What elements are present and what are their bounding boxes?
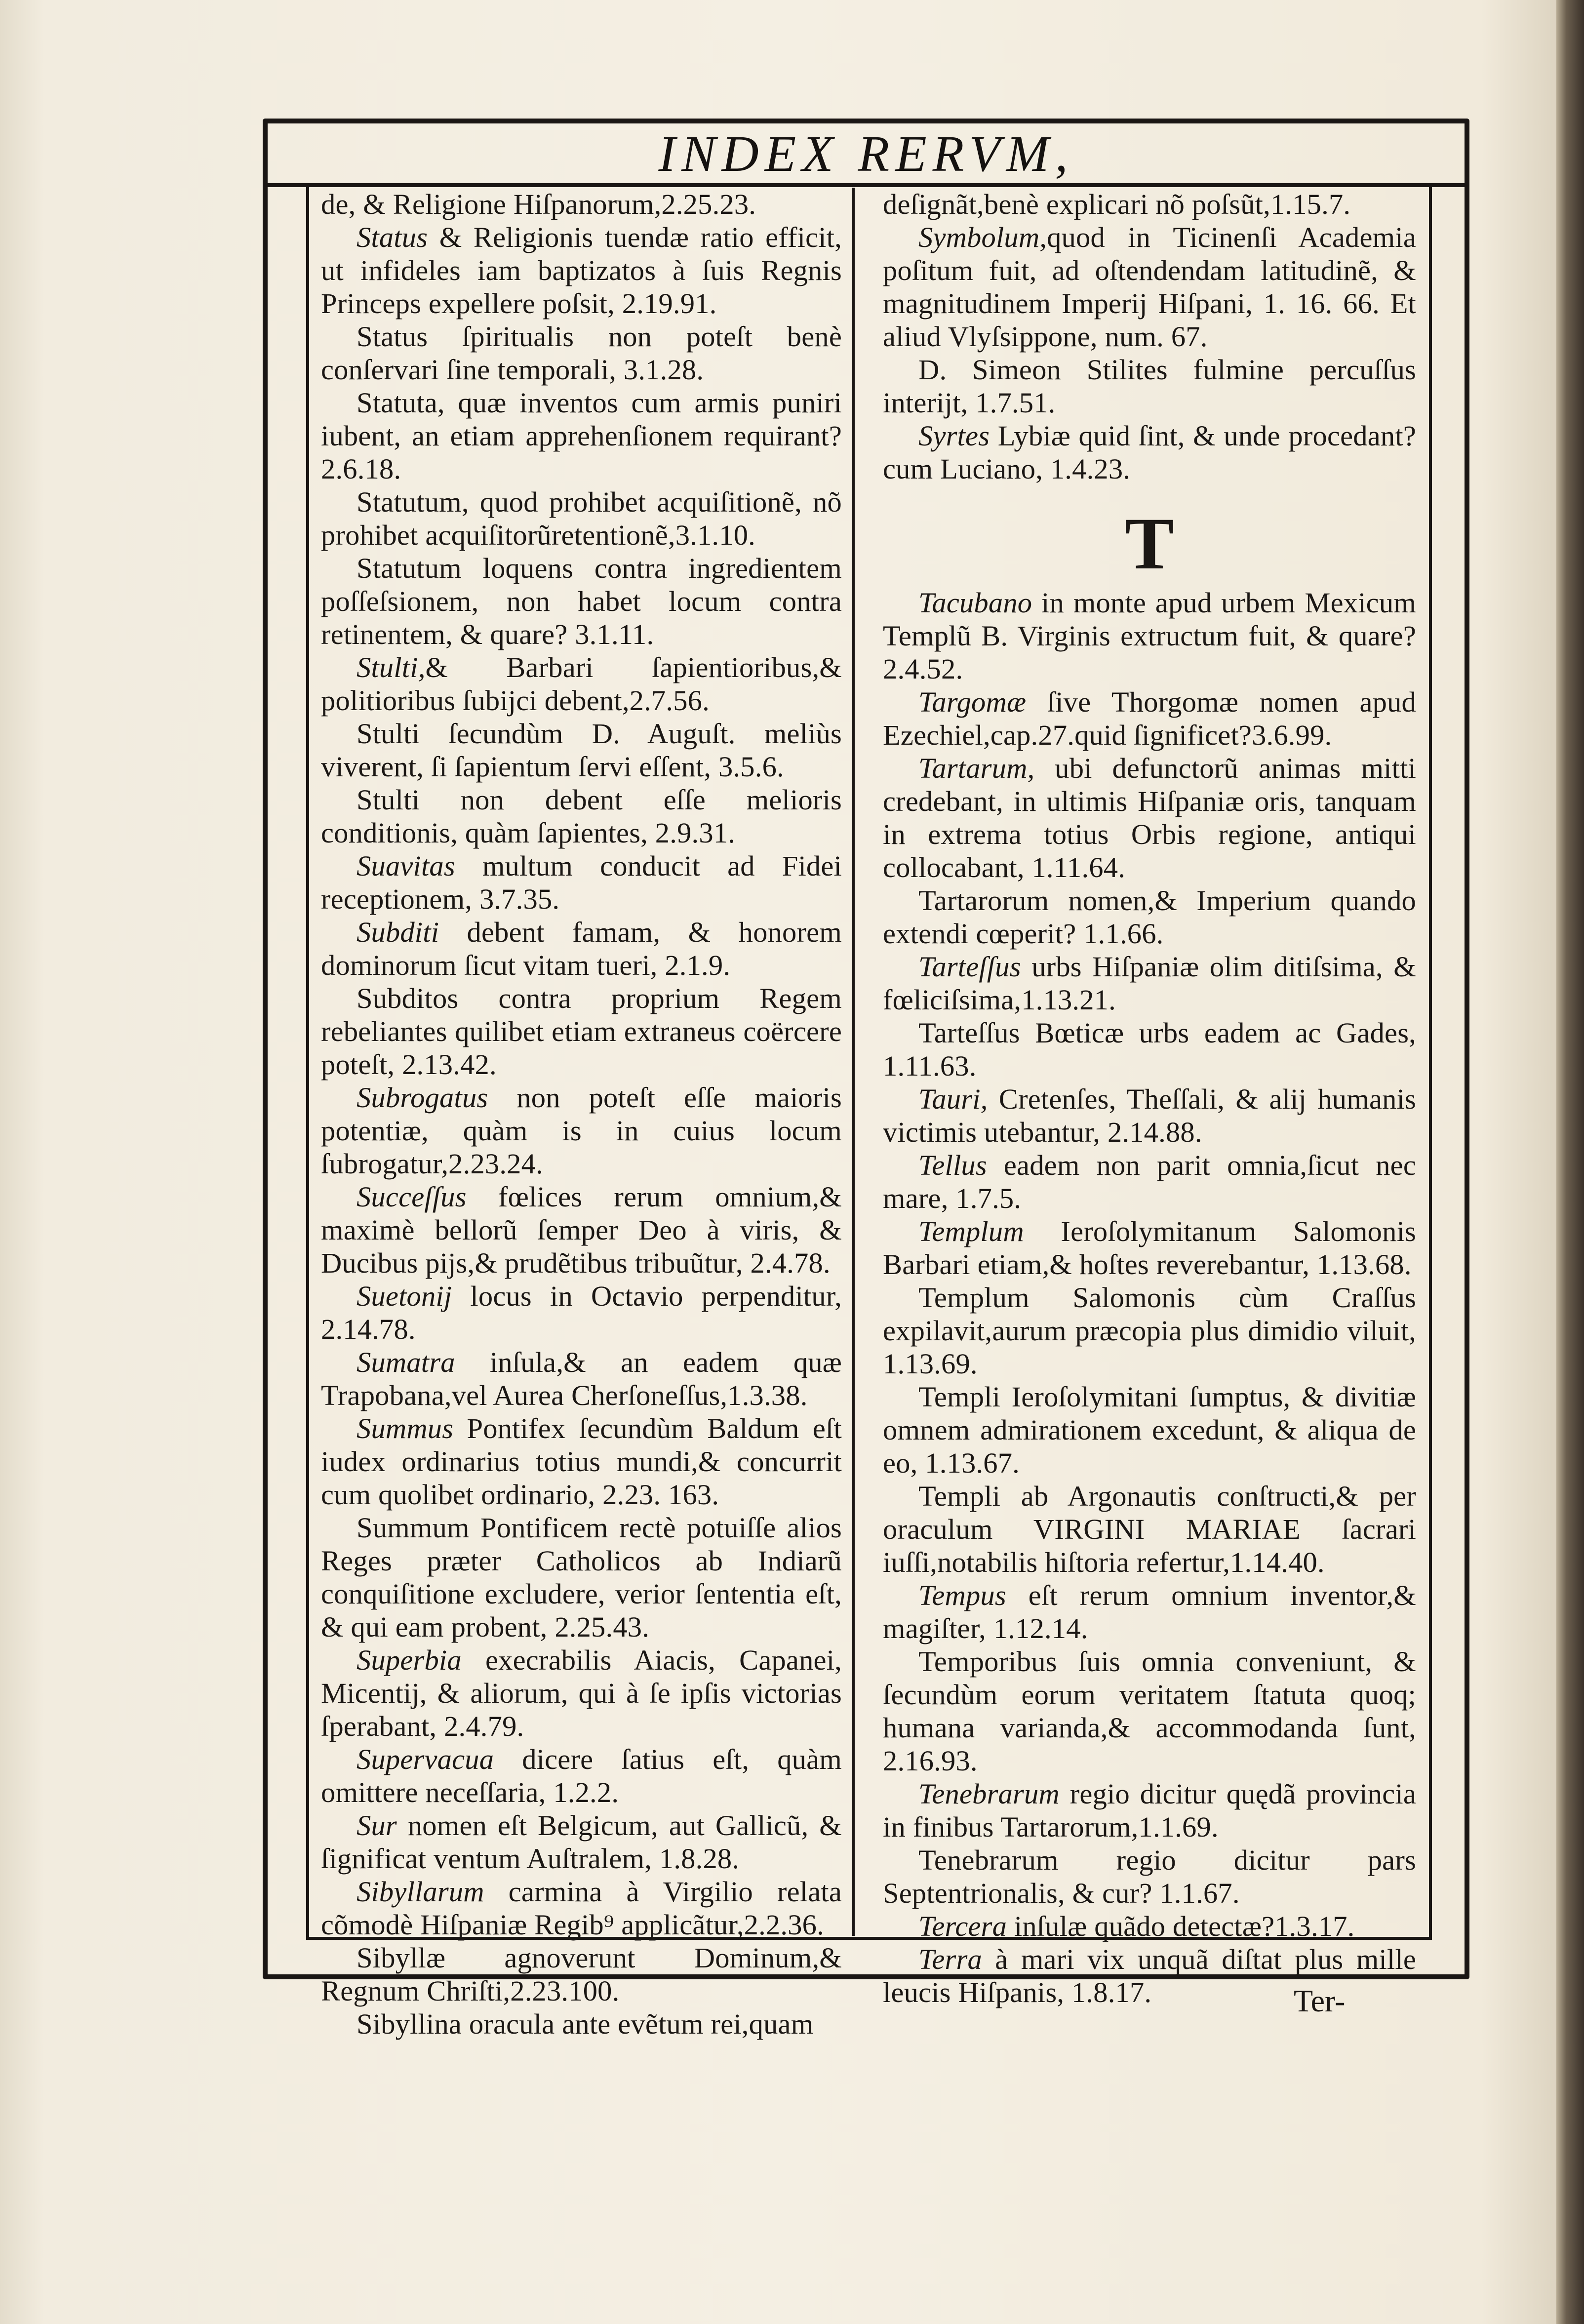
- section-letter: T: [1124, 503, 1175, 585]
- title-bar: [267, 123, 1465, 187]
- index-entry: [321, 651, 842, 717]
- entry-text: Statuta, quæ inventos cum armis puniri iubent, an etiam apprehenſionem requirant? 2.6.18.: [321, 387, 842, 485]
- entry-headword: Supervacua: [356, 1743, 494, 1775]
- entry-text: de, & Religione Hiſpanorum,2.25.23.: [321, 188, 756, 220]
- entry-text: à mari vix unquã diſtat plus mille leucis Hiſpanis, 1.8.17.: [883, 1943, 1416, 2008]
- index-entry: [883, 1480, 1416, 1579]
- page-title: INDEX RERVM,: [658, 125, 1074, 182]
- entry-text: eſt rerum omnium inventor,& magiſter, 1.12.14.: [883, 1579, 1416, 1644]
- entry-headword: Symbolum,: [918, 221, 1047, 253]
- entry-headword: Tenebrarum: [918, 1778, 1060, 1810]
- entry-headword: Tacubano: [918, 587, 1032, 619]
- entry-text: dicere ſatius eſt, quàm omittere neceſſaria, 1.2.2.: [321, 1743, 842, 1808]
- entry-text: nomen eſt Belgicum, aut Gallicũ, & ſignificat ventum Auſtralem, 1.8.28.: [321, 1809, 842, 1875]
- entry-text: Temporibus ſuis omnia conveniunt, & ſecundùm eorum veritatem ſtatuta quoq; humana varianda,& accommodanda ſunt, 2.16.93.: [883, 1645, 1416, 1777]
- entry-headword: Suavitas: [356, 850, 455, 882]
- entry-text: Subditos contra proprium Regem rebeliantes quilibet etiam extraneus coërcere poteſt, 2.13.42.: [321, 982, 842, 1081]
- entry-text: Sibyllæ agnoverunt Dominum,& Regnum Chriſti,2.23.100.: [321, 1942, 842, 2007]
- catchword: Ter-: [1294, 1983, 1346, 2018]
- entry-headword: Succeſſus: [356, 1181, 467, 1213]
- entry-text: Templum Salomonis cùm Craſſus expilavit,aurum præcopia plus dimidio viluit, 1.13.69.: [883, 1282, 1416, 1380]
- entry-text: execrabilis Aiacis, Capanei, Micentij, & aliorum, qui à ſe ipſis victorias ſperabant, 2.4.79.: [321, 1644, 842, 1742]
- index-entry: [321, 849, 842, 916]
- entry-text: inſulæ quãdo detectæ?1.3.17.: [1007, 1910, 1355, 1942]
- entry-text: Summum Pontificem rectè potuiſſe alios Reges præter Catholicos ab Indiarũ conquiſitione excludere, verior ſententia eſt, & qui eam probent, 2.25.43.: [321, 1512, 842, 1643]
- entry-headword: Status: [356, 221, 428, 253]
- index-entry: [321, 916, 842, 982]
- index-entry: [883, 884, 1416, 950]
- entry-text: multum conducit ad Fidei receptionem, 3.7.35.: [321, 850, 842, 915]
- index-entry: [321, 188, 842, 221]
- entry-headword: Sibyllarum: [356, 1876, 484, 1908]
- entry-text: Templi Ieroſolymitani ſumptus, & divitiæ omnem admirationem excedunt, & aliqua de eo, 1.13.67.: [883, 1381, 1416, 1479]
- entry-headword: Sumatra: [356, 1346, 455, 1378]
- entry-text: fœlices rerum omnium,& maximè bellorũ ſemper Deo à viris, & Ducibus pijs,& prudẽtibus tribuũtur, 2.4.78.: [321, 1181, 842, 1279]
- entry-headword: Terra: [918, 1943, 982, 1975]
- index-entry: [321, 1941, 842, 2007]
- entry-text: non poteſt eſſe maioris potentiæ, quàm is in cuius locum ſubrogatur,2.23.24.: [321, 1082, 842, 1180]
- index-entry: [321, 1346, 842, 1412]
- index-entry: [883, 1149, 1416, 1215]
- entry-headword: Tempus: [918, 1579, 1006, 1611]
- entry-text: deſignãt,benè explicari nõ poſsũt,1.15.7.: [883, 188, 1351, 220]
- entry-text: regio dicitur quędã provincia in finibus Tartarorum,1.1.69.: [883, 1778, 1416, 1843]
- entry-headword: Stulti,: [356, 651, 426, 683]
- entry-text: & Barbari ſapientioribus,& politioribus ſubijci debent,2.7.56.: [321, 651, 842, 717]
- entry-headword: Sur: [356, 1809, 397, 1842]
- index-entry: [321, 386, 842, 485]
- index-entry: [883, 1777, 1416, 1843]
- index-entry: [883, 685, 1416, 752]
- entry-headword: Subditi: [356, 916, 439, 948]
- entry-text: Cretenſes, Theſſali, & alij humanis victimis utebantur, 2.14.88.: [883, 1083, 1416, 1148]
- index-entry: [321, 2007, 842, 2041]
- index-entry: [321, 320, 842, 386]
- entry-headword: Superbia: [356, 1644, 462, 1676]
- left-column: [321, 188, 842, 2041]
- entry-text: Tartarorum nomen,& Imperium quando extendi cœperit? 1.1.66.: [883, 884, 1416, 950]
- right-column-bottom: [883, 586, 1416, 2009]
- entry-text: Pontifex ſecundùm Baldum eſt iudex ordinarius totius mundi,& concurrit cum quolibet ordinario, 2.23. 163.: [321, 1412, 842, 1511]
- index-entry: [321, 552, 842, 651]
- entry-headword: Subrogatus: [356, 1082, 488, 1114]
- entry-text: eadem non parit omnia,ſicut nec mare, 1.7.5.: [883, 1149, 1416, 1214]
- entry-headword: Summus: [356, 1412, 454, 1444]
- index-entry: [883, 1645, 1416, 1777]
- entry-text: Statutum, quod prohibet acquiſitionẽ, nõ prohibet acquiſitorũretentionẽ,3.1.10.: [321, 486, 842, 551]
- entry-headword: Templum: [918, 1215, 1024, 1247]
- entry-text: carmina à Virgilio relata cõmodè Hiſpaniæ Regib⁹ applicãtur,2.2.36.: [321, 1876, 842, 1941]
- index-entry: [321, 1412, 842, 1511]
- entry-headword: Tauri,: [918, 1083, 988, 1115]
- index-entry: [321, 783, 842, 849]
- entry-text: Sibyllina oracula ante evẽtum rei,quam: [356, 2008, 814, 2040]
- index-entry: [883, 752, 1416, 884]
- index-entry: [321, 1511, 842, 1643]
- index-entry: [883, 1910, 1416, 1943]
- entry-headword: Targomæ: [918, 686, 1027, 718]
- entry-text: ſive Thorgomæ nomen apud Ezechiel,cap.27.quid ſignificet?3.6.99.: [883, 686, 1416, 751]
- entry-text: Templi ab Argonautis conſtructi,& per oraculum VIRGINI MARIAE ſacrari iuſſi,notabilis hiſtoria refertur,1.14.40.: [883, 1480, 1416, 1578]
- entry-text: Stulti non debent eſſe melioris conditionis, quàm ſapientes, 2.9.31.: [321, 784, 842, 849]
- index-entry: [883, 586, 1416, 685]
- entry-text: debent famam, & honorem dominorum ſicut vitam tueri, 2.1.9.: [321, 916, 842, 981]
- index-entry: [883, 1281, 1416, 1380]
- index-entry: [321, 982, 842, 1081]
- index-entry: [883, 353, 1416, 419]
- entry-headword: Tarteſſus: [918, 951, 1021, 983]
- index-entry: [321, 1743, 842, 1809]
- entry-headword: Syrtes: [918, 420, 990, 452]
- entry-text: urbs Hiſpaniæ olim ditiſsima, & fœliciſsima,1.13.21.: [883, 951, 1416, 1016]
- column-divider: [852, 188, 855, 1936]
- entry-text: Statutum loquens contra ingredientem poſſeſsionem, non habet locum contra retinentem, & quare? 3.1.11.: [321, 552, 842, 650]
- entry-text: locus in Octavio perpenditur, 2.14.78.: [321, 1280, 842, 1345]
- index-entry: [883, 221, 1416, 353]
- entry-text: Lybiæ quid ſint, & unde procedant? cum Luciano, 1.4.23.: [883, 420, 1416, 485]
- index-entry: [883, 1215, 1416, 1281]
- index-entry: [321, 1875, 842, 1941]
- index-entry: [321, 1081, 842, 1180]
- right-column-top: [883, 188, 1416, 485]
- index-entry: [321, 1643, 842, 1743]
- entry-text: Tenebrarum regio dicitur pars Septentrionalis, & cur? 1.1.67.: [883, 1844, 1416, 1909]
- index-entry: [883, 1380, 1416, 1480]
- index-entry: [883, 1016, 1416, 1082]
- entry-headword: Tartarum,: [918, 752, 1035, 784]
- entry-text: in monte apud urbem Mexicum Templũ B. Virginis extructum fuit, & quare? 2.4.52.: [883, 587, 1416, 685]
- index-entry: [321, 717, 842, 783]
- entry-text: & Religionis tuendæ ratio efficit, ut infideles iam baptizatos à ſuis Regnis Princeps expellere poſsit, 2.19.91.: [321, 221, 842, 320]
- entry-text: Status ſpiritualis non poteſt benè conſervari ſine temporali, 3.1.28.: [321, 321, 842, 386]
- entry-headword: Tellus: [918, 1149, 987, 1181]
- entry-text: inſula,& an eadem quæ Trapobana,vel Aurea Cherſoneſſus,1.3.38.: [321, 1346, 842, 1411]
- index-entry: [321, 221, 842, 320]
- index-entry: [883, 1843, 1416, 1910]
- entry-headword: Suetonij: [356, 1280, 452, 1312]
- index-entry: [883, 1579, 1416, 1645]
- index-entry: [883, 188, 1416, 221]
- entry-text: Tarteſſus Bœticæ urbs eadem ac Gades, 1.11.63.: [883, 1017, 1416, 1082]
- index-entry: [883, 419, 1416, 485]
- index-entry: [321, 485, 842, 552]
- entry-text: ubi defunctorũ animas mitti credebant, in ultimis Hiſpaniæ oris, tanquam in extrema totius Orbis regione, antiqui collocabant, 1.11.64.: [883, 752, 1416, 883]
- index-entry: [321, 1809, 842, 1875]
- entry-text: Ieroſolymitanum Salomonis Barbari etiam,& hoſtes reverebantur, 1.13.68.: [883, 1215, 1416, 1281]
- index-entry: [883, 950, 1416, 1016]
- index-entry: [321, 1280, 842, 1346]
- index-entry: [883, 1082, 1416, 1149]
- entry-headword: Tercera: [918, 1910, 1007, 1942]
- entry-text: Stulti ſecundùm D. Auguſt. meliùs viverent, ſi ſapientum ſervi eſſent, 3.5.6.: [321, 718, 842, 783]
- right-column: [883, 188, 1416, 2009]
- index-entry: [321, 1180, 842, 1280]
- entry-text: quod in Ticinenſi Academia poſitum fuit, ad oſtendendam latitudinẽ, & magnitudinem Imperij Hiſpani, 1. 16. 66. Et aliud Vlyſsippone, num. 67.: [883, 221, 1416, 353]
- entry-text: D. Simeon Stilites fulmine percuſſus interijt, 1.7.51.: [883, 354, 1416, 419]
- page-edge: [1556, 0, 1584, 2324]
